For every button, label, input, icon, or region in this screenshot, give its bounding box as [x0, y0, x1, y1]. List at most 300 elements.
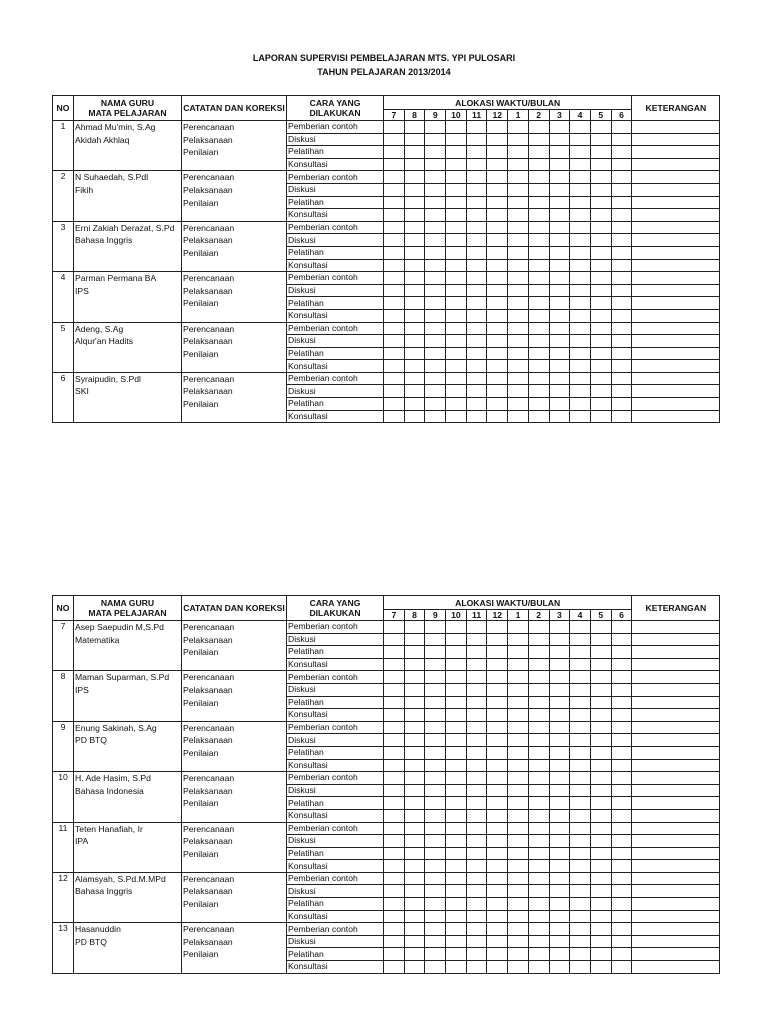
allocation-cell[interactable] [425, 948, 446, 961]
allocation-cell[interactable] [487, 696, 508, 709]
allocation-cell[interactable] [425, 196, 446, 209]
allocation-cell[interactable] [508, 809, 529, 822]
allocation-cell[interactable] [508, 948, 529, 961]
allocation-cell[interactable] [384, 171, 405, 184]
allocation-cell[interactable] [590, 196, 611, 209]
allocation-cell[interactable] [528, 209, 549, 222]
allocation-cell[interactable] [466, 322, 487, 335]
allocation-cell[interactable] [528, 158, 549, 171]
allocation-cell[interactable] [528, 772, 549, 785]
allocation-cell[interactable] [384, 923, 405, 936]
allocation-cell[interactable] [425, 734, 446, 747]
allocation-cell[interactable] [404, 183, 425, 196]
keterangan-cell[interactable] [632, 133, 720, 146]
allocation-cell[interactable] [446, 885, 467, 898]
allocation-cell[interactable] [508, 923, 529, 936]
allocation-cell[interactable] [466, 133, 487, 146]
allocation-cell[interactable] [384, 746, 405, 759]
allocation-cell[interactable] [590, 158, 611, 171]
allocation-cell[interactable] [590, 809, 611, 822]
allocation-cell[interactable] [528, 809, 549, 822]
allocation-cell[interactable] [611, 872, 632, 885]
allocation-cell[interactable] [528, 146, 549, 159]
allocation-cell[interactable] [487, 809, 508, 822]
allocation-cell[interactable] [466, 360, 487, 373]
allocation-cell[interactable] [528, 297, 549, 310]
keterangan-cell[interactable] [632, 948, 720, 961]
allocation-cell[interactable] [446, 410, 467, 423]
allocation-cell[interactable] [466, 183, 487, 196]
allocation-cell[interactable] [404, 372, 425, 385]
allocation-cell[interactable] [384, 246, 405, 259]
allocation-cell[interactable] [611, 847, 632, 860]
allocation-cell[interactable] [570, 696, 591, 709]
allocation-cell[interactable] [466, 759, 487, 772]
allocation-cell[interactable] [425, 410, 446, 423]
allocation-cell[interactable] [570, 347, 591, 360]
allocation-cell[interactable] [425, 133, 446, 146]
allocation-cell[interactable] [466, 847, 487, 860]
allocation-cell[interactable] [466, 272, 487, 285]
allocation-cell[interactable] [528, 171, 549, 184]
allocation-cell[interactable] [549, 158, 570, 171]
allocation-cell[interactable] [487, 734, 508, 747]
allocation-cell[interactable] [466, 234, 487, 247]
allocation-cell[interactable] [466, 410, 487, 423]
allocation-cell[interactable] [528, 322, 549, 335]
allocation-cell[interactable] [446, 847, 467, 860]
keterangan-cell[interactable] [632, 234, 720, 247]
allocation-cell[interactable] [446, 860, 467, 873]
keterangan-cell[interactable] [632, 721, 720, 734]
allocation-cell[interactable] [446, 335, 467, 348]
allocation-cell[interactable] [446, 797, 467, 810]
allocation-cell[interactable] [446, 246, 467, 259]
allocation-cell[interactable] [590, 347, 611, 360]
allocation-cell[interactable] [466, 885, 487, 898]
allocation-cell[interactable] [446, 297, 467, 310]
keterangan-cell[interactable] [632, 158, 720, 171]
allocation-cell[interactable] [487, 196, 508, 209]
allocation-cell[interactable] [404, 146, 425, 159]
keterangan-cell[interactable] [632, 121, 720, 134]
allocation-cell[interactable] [570, 158, 591, 171]
allocation-cell[interactable] [549, 234, 570, 247]
allocation-cell[interactable] [466, 683, 487, 696]
allocation-cell[interactable] [549, 183, 570, 196]
allocation-cell[interactable] [528, 221, 549, 234]
allocation-cell[interactable] [508, 297, 529, 310]
allocation-cell[interactable] [404, 721, 425, 734]
allocation-cell[interactable] [549, 809, 570, 822]
allocation-cell[interactable] [425, 621, 446, 634]
allocation-cell[interactable] [611, 621, 632, 634]
allocation-cell[interactable] [549, 898, 570, 911]
keterangan-cell[interactable] [632, 759, 720, 772]
allocation-cell[interactable] [570, 398, 591, 411]
allocation-cell[interactable] [549, 385, 570, 398]
allocation-cell[interactable] [549, 835, 570, 848]
allocation-cell[interactable] [466, 146, 487, 159]
allocation-cell[interactable] [487, 171, 508, 184]
allocation-cell[interactable] [446, 347, 467, 360]
allocation-cell[interactable] [425, 284, 446, 297]
allocation-cell[interactable] [528, 133, 549, 146]
allocation-cell[interactable] [570, 335, 591, 348]
allocation-cell[interactable] [487, 923, 508, 936]
keterangan-cell[interactable] [632, 171, 720, 184]
allocation-cell[interactable] [549, 885, 570, 898]
allocation-cell[interactable] [549, 297, 570, 310]
allocation-cell[interactable] [404, 158, 425, 171]
allocation-cell[interactable] [570, 822, 591, 835]
allocation-cell[interactable] [549, 272, 570, 285]
allocation-cell[interactable] [487, 847, 508, 860]
allocation-cell[interactable] [487, 860, 508, 873]
allocation-cell[interactable] [590, 335, 611, 348]
allocation-cell[interactable] [425, 646, 446, 659]
allocation-cell[interactable] [590, 385, 611, 398]
keterangan-cell[interactable] [632, 797, 720, 810]
allocation-cell[interactable] [590, 910, 611, 923]
allocation-cell[interactable] [549, 347, 570, 360]
allocation-cell[interactable] [404, 910, 425, 923]
keterangan-cell[interactable] [632, 297, 720, 310]
allocation-cell[interactable] [466, 196, 487, 209]
allocation-cell[interactable] [590, 759, 611, 772]
allocation-cell[interactable] [611, 246, 632, 259]
allocation-cell[interactable] [384, 961, 405, 974]
allocation-cell[interactable] [446, 746, 467, 759]
allocation-cell[interactable] [570, 385, 591, 398]
allocation-cell[interactable] [528, 721, 549, 734]
allocation-cell[interactable] [404, 322, 425, 335]
allocation-cell[interactable] [446, 709, 467, 722]
allocation-cell[interactable] [611, 948, 632, 961]
allocation-cell[interactable] [466, 385, 487, 398]
allocation-cell[interactable] [590, 410, 611, 423]
allocation-cell[interactable] [570, 171, 591, 184]
allocation-cell[interactable] [570, 860, 591, 873]
allocation-cell[interactable] [590, 133, 611, 146]
allocation-cell[interactable] [508, 209, 529, 222]
allocation-cell[interactable] [570, 784, 591, 797]
allocation-cell[interactable] [446, 158, 467, 171]
allocation-cell[interactable] [466, 772, 487, 785]
keterangan-cell[interactable] [632, 835, 720, 848]
allocation-cell[interactable] [425, 784, 446, 797]
allocation-cell[interactable] [590, 658, 611, 671]
allocation-cell[interactable] [404, 621, 425, 634]
allocation-cell[interactable] [611, 360, 632, 373]
allocation-cell[interactable] [384, 335, 405, 348]
allocation-cell[interactable] [528, 246, 549, 259]
allocation-cell[interactable] [404, 658, 425, 671]
allocation-cell[interactable] [384, 696, 405, 709]
allocation-cell[interactable] [611, 234, 632, 247]
allocation-cell[interactable] [508, 721, 529, 734]
allocation-cell[interactable] [528, 961, 549, 974]
allocation-cell[interactable] [570, 133, 591, 146]
allocation-cell[interactable] [487, 372, 508, 385]
allocation-cell[interactable] [384, 885, 405, 898]
allocation-cell[interactable] [487, 898, 508, 911]
allocation-cell[interactable] [508, 360, 529, 373]
allocation-cell[interactable] [404, 398, 425, 411]
allocation-cell[interactable] [611, 923, 632, 936]
allocation-cell[interactable] [549, 335, 570, 348]
allocation-cell[interactable] [508, 822, 529, 835]
keterangan-cell[interactable] [632, 746, 720, 759]
allocation-cell[interactable] [425, 322, 446, 335]
allocation-cell[interactable] [590, 961, 611, 974]
allocation-cell[interactable] [425, 221, 446, 234]
allocation-cell[interactable] [487, 121, 508, 134]
allocation-cell[interactable] [528, 658, 549, 671]
allocation-cell[interactable] [570, 923, 591, 936]
allocation-cell[interactable] [528, 196, 549, 209]
allocation-cell[interactable] [446, 822, 467, 835]
allocation-cell[interactable] [446, 759, 467, 772]
allocation-cell[interactable] [384, 797, 405, 810]
allocation-cell[interactable] [508, 898, 529, 911]
allocation-cell[interactable] [404, 860, 425, 873]
allocation-cell[interactable] [570, 961, 591, 974]
allocation-cell[interactable] [466, 284, 487, 297]
allocation-cell[interactable] [549, 246, 570, 259]
allocation-cell[interactable] [446, 398, 467, 411]
allocation-cell[interactable] [425, 309, 446, 322]
allocation-cell[interactable] [570, 272, 591, 285]
allocation-cell[interactable] [487, 671, 508, 684]
allocation-cell[interactable] [528, 797, 549, 810]
allocation-cell[interactable] [466, 259, 487, 272]
allocation-cell[interactable] [384, 372, 405, 385]
allocation-cell[interactable] [404, 797, 425, 810]
allocation-cell[interactable] [570, 683, 591, 696]
allocation-cell[interactable] [446, 935, 467, 948]
allocation-cell[interactable] [508, 133, 529, 146]
allocation-cell[interactable] [508, 398, 529, 411]
allocation-cell[interactable] [425, 297, 446, 310]
allocation-cell[interactable] [508, 671, 529, 684]
allocation-cell[interactable] [404, 385, 425, 398]
allocation-cell[interactable] [508, 633, 529, 646]
allocation-cell[interactable] [404, 772, 425, 785]
allocation-cell[interactable] [570, 759, 591, 772]
allocation-cell[interactable] [404, 923, 425, 936]
allocation-cell[interactable] [466, 309, 487, 322]
allocation-cell[interactable] [508, 746, 529, 759]
allocation-cell[interactable] [384, 385, 405, 398]
allocation-cell[interactable] [611, 961, 632, 974]
allocation-cell[interactable] [384, 646, 405, 659]
allocation-cell[interactable] [487, 297, 508, 310]
keterangan-cell[interactable] [632, 272, 720, 285]
allocation-cell[interactable] [425, 822, 446, 835]
allocation-cell[interactable] [528, 898, 549, 911]
allocation-cell[interactable] [611, 935, 632, 948]
allocation-cell[interactable] [384, 259, 405, 272]
allocation-cell[interactable] [487, 309, 508, 322]
allocation-cell[interactable] [446, 146, 467, 159]
allocation-cell[interactable] [570, 658, 591, 671]
allocation-cell[interactable] [528, 872, 549, 885]
allocation-cell[interactable] [508, 259, 529, 272]
allocation-cell[interactable] [384, 121, 405, 134]
allocation-cell[interactable] [384, 860, 405, 873]
allocation-cell[interactable] [549, 646, 570, 659]
allocation-cell[interactable] [446, 272, 467, 285]
allocation-cell[interactable] [611, 784, 632, 797]
allocation-cell[interactable] [508, 234, 529, 247]
allocation-cell[interactable] [549, 709, 570, 722]
allocation-cell[interactable] [487, 885, 508, 898]
allocation-cell[interactable] [611, 121, 632, 134]
allocation-cell[interactable] [590, 822, 611, 835]
allocation-cell[interactable] [570, 709, 591, 722]
allocation-cell[interactable] [446, 360, 467, 373]
allocation-cell[interactable] [611, 835, 632, 848]
allocation-cell[interactable] [570, 797, 591, 810]
allocation-cell[interactable] [590, 847, 611, 860]
allocation-cell[interactable] [466, 734, 487, 747]
allocation-cell[interactable] [611, 259, 632, 272]
allocation-cell[interactable] [590, 259, 611, 272]
allocation-cell[interactable] [466, 347, 487, 360]
keterangan-cell[interactable] [632, 696, 720, 709]
allocation-cell[interactable] [487, 183, 508, 196]
allocation-cell[interactable] [508, 621, 529, 634]
allocation-cell[interactable] [508, 347, 529, 360]
allocation-cell[interactable] [446, 385, 467, 398]
allocation-cell[interactable] [487, 709, 508, 722]
allocation-cell[interactable] [508, 709, 529, 722]
keterangan-cell[interactable] [632, 784, 720, 797]
allocation-cell[interactable] [487, 259, 508, 272]
allocation-cell[interactable] [425, 347, 446, 360]
allocation-cell[interactable] [528, 309, 549, 322]
keterangan-cell[interactable] [632, 259, 720, 272]
allocation-cell[interactable] [570, 284, 591, 297]
allocation-cell[interactable] [590, 221, 611, 234]
allocation-cell[interactable] [446, 234, 467, 247]
keterangan-cell[interactable] [632, 347, 720, 360]
allocation-cell[interactable] [570, 209, 591, 222]
allocation-cell[interactable] [487, 910, 508, 923]
allocation-cell[interactable] [487, 385, 508, 398]
allocation-cell[interactable] [425, 121, 446, 134]
keterangan-cell[interactable] [632, 658, 720, 671]
allocation-cell[interactable] [404, 646, 425, 659]
allocation-cell[interactable] [384, 898, 405, 911]
allocation-cell[interactable] [384, 935, 405, 948]
allocation-cell[interactable] [425, 183, 446, 196]
allocation-cell[interactable] [590, 948, 611, 961]
allocation-cell[interactable] [446, 948, 467, 961]
allocation-cell[interactable] [487, 398, 508, 411]
keterangan-cell[interactable] [632, 734, 720, 747]
keterangan-cell[interactable] [632, 335, 720, 348]
allocation-cell[interactable] [549, 360, 570, 373]
allocation-cell[interactable] [570, 234, 591, 247]
allocation-cell[interactable] [466, 171, 487, 184]
allocation-cell[interactable] [384, 772, 405, 785]
allocation-cell[interactable] [549, 847, 570, 860]
allocation-cell[interactable] [404, 196, 425, 209]
allocation-cell[interactable] [487, 872, 508, 885]
keterangan-cell[interactable] [632, 809, 720, 822]
allocation-cell[interactable] [446, 646, 467, 659]
allocation-cell[interactable] [590, 171, 611, 184]
allocation-cell[interactable] [425, 860, 446, 873]
allocation-cell[interactable] [384, 322, 405, 335]
allocation-cell[interactable] [528, 746, 549, 759]
allocation-cell[interactable] [404, 935, 425, 948]
allocation-cell[interactable] [487, 683, 508, 696]
allocation-cell[interactable] [404, 121, 425, 134]
allocation-cell[interactable] [487, 797, 508, 810]
allocation-cell[interactable] [549, 284, 570, 297]
allocation-cell[interactable] [590, 209, 611, 222]
allocation-cell[interactable] [425, 935, 446, 948]
allocation-cell[interactable] [466, 948, 487, 961]
allocation-cell[interactable] [590, 935, 611, 948]
allocation-cell[interactable] [425, 847, 446, 860]
allocation-cell[interactable] [404, 284, 425, 297]
allocation-cell[interactable] [549, 398, 570, 411]
allocation-cell[interactable] [404, 671, 425, 684]
allocation-cell[interactable] [487, 835, 508, 848]
allocation-cell[interactable] [549, 633, 570, 646]
allocation-cell[interactable] [590, 309, 611, 322]
allocation-cell[interactable] [446, 309, 467, 322]
allocation-cell[interactable] [466, 746, 487, 759]
allocation-cell[interactable] [611, 797, 632, 810]
allocation-cell[interactable] [446, 696, 467, 709]
allocation-cell[interactable] [549, 196, 570, 209]
allocation-cell[interactable] [590, 246, 611, 259]
allocation-cell[interactable] [384, 272, 405, 285]
keterangan-cell[interactable] [632, 284, 720, 297]
allocation-cell[interactable] [425, 872, 446, 885]
allocation-cell[interactable] [528, 709, 549, 722]
allocation-cell[interactable] [590, 398, 611, 411]
allocation-cell[interactable] [466, 860, 487, 873]
allocation-cell[interactable] [466, 961, 487, 974]
keterangan-cell[interactable] [632, 183, 720, 196]
allocation-cell[interactable] [611, 221, 632, 234]
allocation-cell[interactable] [528, 935, 549, 948]
allocation-cell[interactable] [611, 860, 632, 873]
allocation-cell[interactable] [570, 746, 591, 759]
allocation-cell[interactable] [384, 621, 405, 634]
allocation-cell[interactable] [508, 646, 529, 659]
allocation-cell[interactable] [404, 759, 425, 772]
allocation-cell[interactable] [384, 809, 405, 822]
allocation-cell[interactable] [549, 259, 570, 272]
allocation-cell[interactable] [611, 633, 632, 646]
keterangan-cell[interactable] [632, 885, 720, 898]
keterangan-cell[interactable] [632, 671, 720, 684]
allocation-cell[interactable] [404, 297, 425, 310]
allocation-cell[interactable] [446, 183, 467, 196]
allocation-cell[interactable] [528, 633, 549, 646]
allocation-cell[interactable] [446, 221, 467, 234]
allocation-cell[interactable] [404, 898, 425, 911]
allocation-cell[interactable] [528, 860, 549, 873]
allocation-cell[interactable] [528, 335, 549, 348]
